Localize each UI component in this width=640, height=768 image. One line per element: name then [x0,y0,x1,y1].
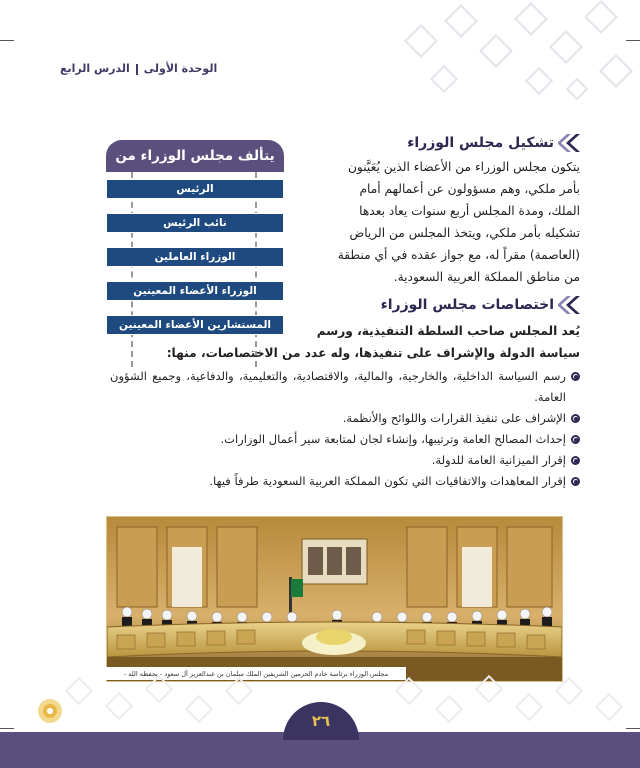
formation-line: تشكيله بأمر ملكي، ويتخذ المجلس من الرياض [349,226,580,240]
formation-line: يتكون مجلس الوزراء من الأعضاء الذين يُعَيَّنون [347,160,580,174]
bullet-icon [571,372,580,381]
formation-line: بأمر ملكي، وهم مسؤولون عن أعمالهم أمام [359,182,580,196]
formation-line: الملك، ومدة المجلس أربع سنوات يعاد بعدها [359,204,580,218]
list-item: إقرار الميزانية العامة للدولة. [110,450,580,471]
list-item: إحداث المصالح العامة وترتيبها، وإنشاء لجان لمتابعة سير أعمال الوزارات. [110,429,580,450]
formation-line: (العاصمة) مقراً له، مع جواز عقده في أي منطقة [337,248,580,262]
composition-item: الوزراء العاملين [106,247,284,267]
composition-item: الوزراء الأعضاء المعينين [106,281,284,301]
photo-caption: مجلس الوزراء برئاسة خادم الحرمين الشريفين الملك سلمان بن عبدالعزيز آل سعود - يحفظه الله - [106,667,406,680]
page-header [60,62,217,75]
list-item: رسم السياسة الداخلية، والخارجية، والمالية، والاقتصادية، والتعليمية، والدفاعية، وجميع الشؤون العامة. [110,366,580,408]
section-title-powers: اختصاصات مجلس الوزراء [381,293,580,317]
lesson-label: الدرس الرابع [60,62,130,75]
formation-paragraph [296,156,580,288]
powers-intro-line: يُعد المجلس صاحب السلطة التنفيذية، ورسم [316,324,580,338]
powers-intro-line: سياسة الدولة والإشراف على تنفيذها، وله عدد من الاختصاصات، منها: [166,346,580,360]
bullet-icon [571,414,580,423]
composition-item: المستشارين الأعضاء المعينين [106,315,284,335]
composition-title: يتألف مجلس الوزراء من [106,140,284,172]
section-title-formation: تشكيل مجلس الوزراء [407,131,580,155]
formation-line: من مناطق المملكة العربية السعودية. [393,270,580,284]
bullet-icon [571,435,580,444]
crop-mark [626,728,640,729]
composition-item: الرئيس [106,179,284,199]
page-number: ٢٦ [283,702,359,740]
powers-list [110,366,580,492]
powers-intro [110,320,580,364]
double-chevron-icon [558,294,580,316]
crop-mark [626,40,640,41]
bullet-icon [571,477,580,486]
decorative-pattern-top [390,0,640,110]
list-item: الإشراف على تنفيذ القرارات واللوائح والأنظمة. [110,408,580,429]
composition-item: نائب الرئيس [106,213,284,233]
cabinet-meeting-photo [106,516,563,682]
publisher-logo-icon [36,697,64,725]
list-item: إقرار المعاهدات والاتفاقيات التي تكون المملكة العربية السعودية طرفاً فيها. [110,471,580,492]
crop-mark [0,40,14,41]
unit-label: الوحدة الأولى [143,62,218,75]
crop-mark [0,728,14,729]
bullet-icon [571,456,580,465]
double-chevron-icon [558,132,580,154]
composition-diagram [106,140,284,331]
